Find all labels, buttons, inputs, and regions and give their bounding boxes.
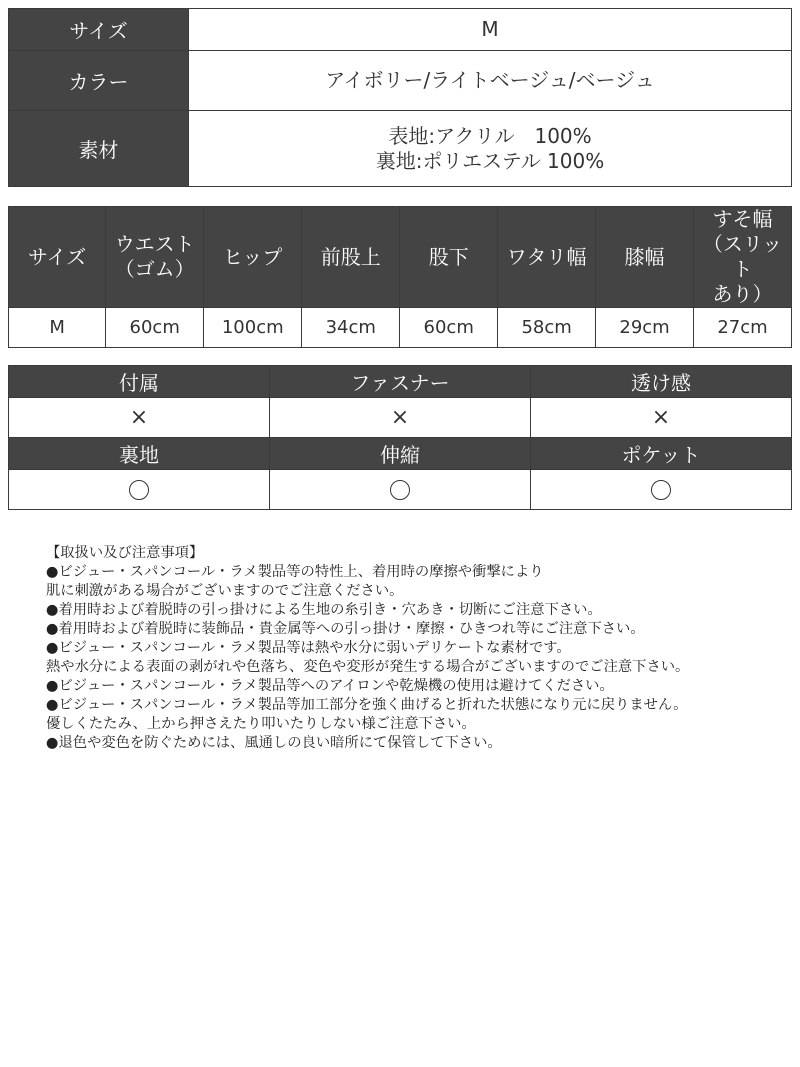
measure-cell: 60cm xyxy=(106,308,204,348)
zipper-value: × xyxy=(270,398,531,438)
material-line-outer: 表地:アクリル 100% xyxy=(388,123,592,148)
sheerness-value: × xyxy=(531,398,792,438)
stretch-header: 伸縮 xyxy=(270,438,531,470)
measure-cell: M xyxy=(9,308,106,348)
measure-header: ヒップ xyxy=(204,207,302,308)
spec-table xyxy=(8,8,792,187)
sheerness-header: 透け感 xyxy=(531,366,792,398)
note-line: ●退色や変色を防ぐためには、風通しの良い暗所にて保管して下さい。 xyxy=(46,735,502,751)
lining-value xyxy=(9,470,270,510)
size-value: M xyxy=(189,9,792,51)
note-line: ●ビジュー・スパンコール・ラメ製品等へのアイロンや乾燥機の使用は避けてください。 xyxy=(46,678,614,694)
note-line: ●着用時および着脱時に装飾品・貴金属等への引っ掛け・摩擦・ひきつれ等にご注意下さい。 xyxy=(46,621,645,637)
accessory-value: × xyxy=(9,398,270,438)
circle-mark-icon xyxy=(390,480,410,500)
color-value: アイボリー/ライトベージュ/ベージュ xyxy=(189,51,792,111)
note-line: 肌に刺激がある場合がございますのでご注意ください。 xyxy=(46,583,404,599)
notes-title: 【取扱い及び注意事項】 xyxy=(46,545,204,561)
spec-row-size xyxy=(9,9,792,51)
pocket-value xyxy=(531,470,792,510)
measurement-data-row xyxy=(9,308,792,348)
note-line: ●着用時および着脱時の引っ掛けによる生地の糸引き・穴あき・切断にご注意下さい。 xyxy=(46,602,602,618)
measure-header: ワタリ幅 xyxy=(498,207,596,308)
features-table xyxy=(8,365,792,510)
zipper-header: ファスナー xyxy=(270,366,531,398)
circle-mark-icon xyxy=(651,480,671,500)
measure-cell: 58cm xyxy=(498,308,596,348)
features-header-row xyxy=(9,438,792,470)
pocket-header: ポケット xyxy=(531,438,792,470)
measure-header: 股下 xyxy=(400,207,498,308)
measure-header: 膝幅 xyxy=(596,207,694,308)
note-line: 優しくたたみ、上から押さえたり叩いたりしない様ご注意下さい。 xyxy=(46,716,476,732)
circle-mark-icon xyxy=(129,480,149,500)
features-value-row xyxy=(9,470,792,510)
note-line: ●ビジュー・スパンコール・ラメ製品等の特性上、着用時の摩擦や衝撃により xyxy=(46,564,544,580)
measure-header: ウエスト （ゴム） xyxy=(106,207,204,308)
spec-row-color xyxy=(9,51,792,111)
measure-header: 前股上 xyxy=(302,207,400,308)
material-line-lining: 裏地:ポリエステル 100% xyxy=(375,148,605,173)
spec-row-material xyxy=(9,111,792,187)
color-label: カラー xyxy=(9,51,189,111)
features-value-row xyxy=(9,398,792,438)
measure-cell: 27cm xyxy=(694,308,792,348)
measure-cell: 29cm xyxy=(596,308,694,348)
material-value xyxy=(189,111,792,187)
note-line: 熱や水分による表面の剥がれや色落ち、変色や変形が発生する場合がございますのでご注意下さい。 xyxy=(46,659,690,675)
measure-header: サイズ xyxy=(9,207,106,308)
lining-header: 裏地 xyxy=(9,438,270,470)
measure-cell: 60cm xyxy=(400,308,498,348)
measure-header: すそ幅 （スリット あり） xyxy=(694,207,792,308)
features-header-row xyxy=(9,366,792,398)
measurement-header-row xyxy=(9,207,792,308)
note-line: ●ビジュー・スパンコール・ラメ製品等は熱や水分に弱いデリケートな素材です。 xyxy=(46,640,571,656)
size-label: サイズ xyxy=(9,9,189,51)
care-notes xyxy=(46,544,786,753)
measure-cell: 100cm xyxy=(204,308,302,348)
measure-cell: 34cm xyxy=(302,308,400,348)
stretch-value xyxy=(270,470,531,510)
material-label: 素材 xyxy=(9,111,189,187)
note-line: ●ビジュー・スパンコール・ラメ製品等加工部分を強く曲げると折れた状態になり元に戻りません。 xyxy=(46,697,688,713)
accessory-header: 付属 xyxy=(9,366,270,398)
measurement-table xyxy=(8,206,792,348)
